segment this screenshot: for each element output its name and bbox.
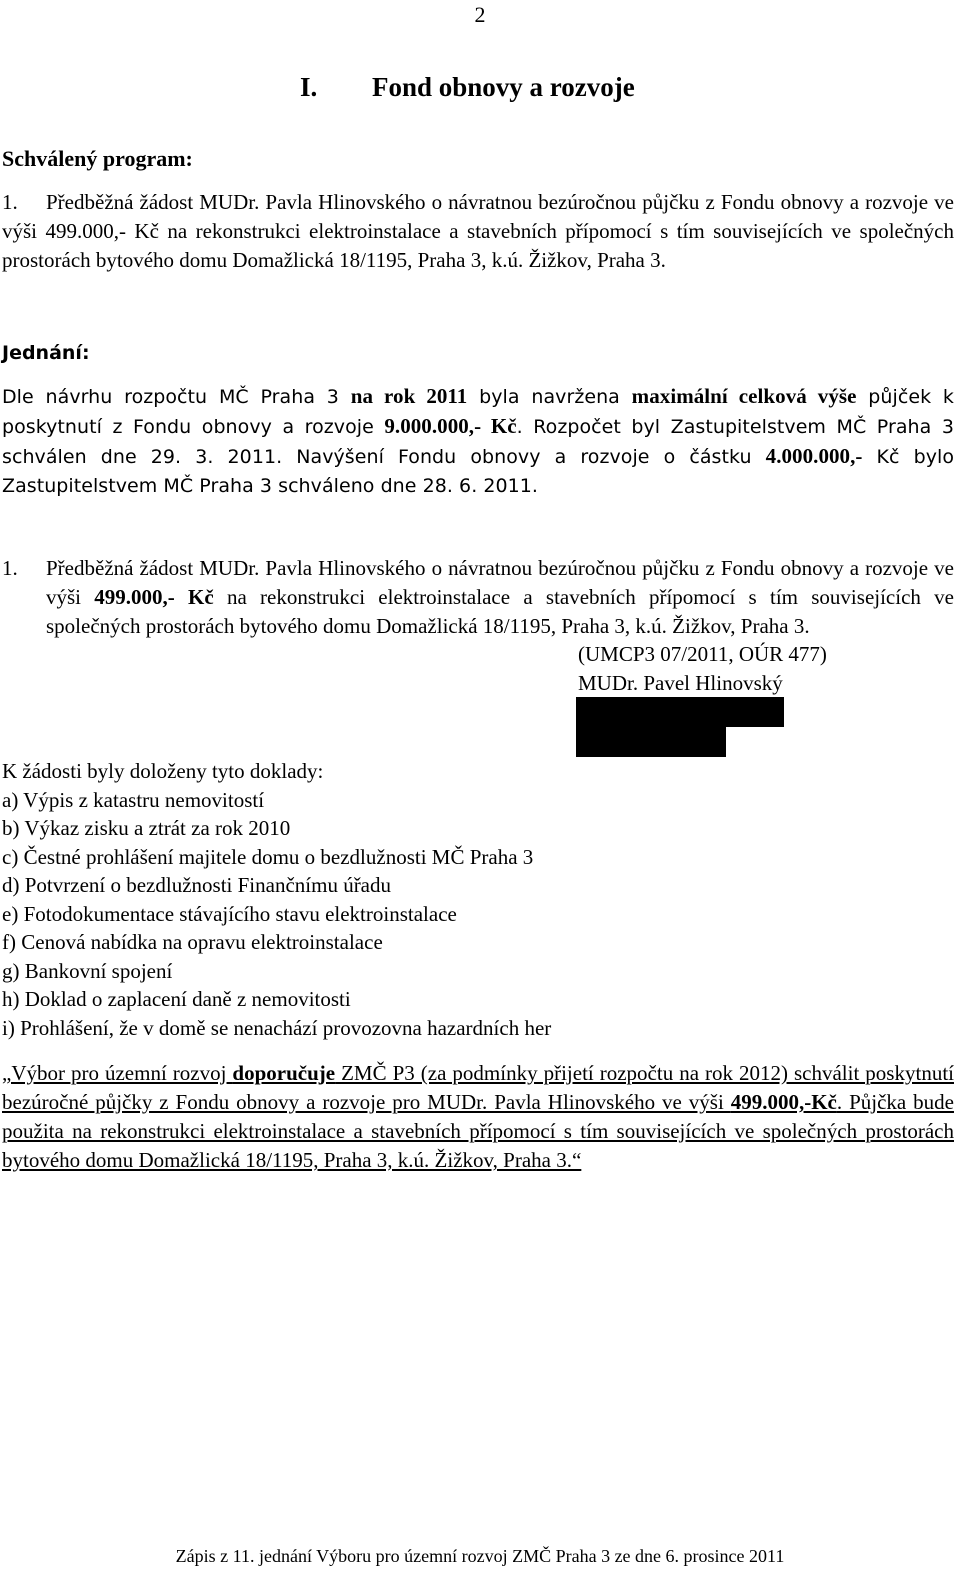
section-heading: [300, 72, 635, 103]
document-item: a) Výpis z katastru nemovitostí: [2, 787, 265, 812]
redaction-block: [576, 727, 726, 757]
section-numeral: I.: [300, 72, 318, 102]
discussion-item-number: 1.: [2, 556, 18, 580]
discussion-bold-amount: 499.000,- Kč: [94, 585, 214, 609]
program-heading: Schválený program:: [2, 146, 193, 171]
discussion-text-2: na rekonstrukci elektroinstalace a stavebních přípomocí s tím souvisejících ve společných prostorách bytového domu Domažlická 18/1195, Praha 3, k.ú. Žižkov, Praha 3.: [46, 585, 954, 638]
document-item: g) Bankovní spojení: [2, 958, 173, 983]
discussion-text-1: Předběžná žádost MUDr. Pavla Hlinovského o návratnou bezúročnou půjčku z Fondu obnovy a rozvoje ve výši: [46, 556, 954, 609]
document-item: d) Potvrzení o bezdlužnosti Finančnímu úřadu: [2, 873, 392, 897]
discussion-item-text: [46, 554, 954, 641]
program-item: [2, 188, 954, 275]
documents-list: [2, 757, 551, 1042]
applicant-name: MUDr. Pavel Hlinovský: [578, 671, 783, 695]
section-title: Fond obnovy a rozvoje: [372, 72, 635, 102]
redaction-block: [576, 697, 784, 727]
resolution-text-3: . Půjčka bude použita na rekonstrukci elektroinstalace a stavebních přípomocí s tím souvisejících ve společných prostorách bytového domu Domažlická 18/1195, Praha 3, k.ú. Žižkov, Praha 3.“: [2, 1090, 954, 1172]
jednani-text-2: byla navržena: [467, 386, 632, 408]
jednani-bold-increase: 4.000.000,-: [765, 444, 863, 468]
jednani-paragraph: [2, 382, 954, 501]
page-footer: Zápis z 11. jednání Výboru pro územní rozvoj ZMČ Praha 3 ze dne 6. prosince 2011: [175, 1546, 785, 1566]
resolution-bold-amount: 499.000,-Kč: [730, 1090, 837, 1114]
documents-intro: K žádosti byly doloženy tyto doklady:: [2, 759, 324, 783]
reference-code: (UMCP3 07/2011, OÚR 477): [578, 642, 827, 666]
resolution-bold-recommends: doporučuje: [232, 1061, 336, 1085]
document-item: i) Prohlášení, že v domě se nenachází provozovna hazardních her: [2, 1015, 552, 1040]
jednani-text-3: půjček k poskytnutí z Fondu obnovy a rozvoje: [2, 386, 954, 438]
discussion-item: [2, 554, 954, 638]
jednani-text-4: . Rozpočet byl Zastupitelstvem MČ Praha 3 schválen dne 29. 3. 2011. Navýšení Fondu obnovy a rozvoje o částku: [2, 416, 954, 468]
document-item: b) Výkaz zisku a ztrát za rok 2010: [2, 816, 291, 840]
jednani-text-5: Kč bylo Zastupitelstvem MČ Praha 3 schváleno dne 28. 6. 2011.: [2, 446, 955, 497]
jednani-bold-max: maximální celková výše: [631, 384, 857, 408]
jednani-bold-amount: 9.000.000,- Kč: [384, 414, 517, 438]
jednani-text-1: Dle návrhu rozpočtu MČ Praha 3: [2, 386, 351, 408]
resolution-text-2: ZMČ P3 (za podmínky přijetí rozpočtu na rok 2012) schválit poskytnutí bezúročné půjčky z Fondu obnovy a rozvoje pro MUDr. Pavla Hlinovského ve výši: [2, 1061, 954, 1114]
page-number: 2: [474, 2, 486, 27]
jednani-bold-year: na rok 2011: [350, 384, 468, 408]
document-item: h) Doklad o zaplacení daně z nemovitosti: [2, 987, 351, 1011]
resolution-text-1: „Výbor pro územní rozvoj: [2, 1061, 233, 1085]
document-item: e) Fotodokumentace stávajícího stavu elektroinstalace: [2, 901, 457, 926]
program-item-number: 1.: [2, 190, 18, 214]
document-item: f) Cenová nabídka na opravu elektroinstalace: [2, 930, 383, 954]
program-item-text: Předběžná žádost MUDr. Pavla Hlinovského o návratnou bezúročnou půjčku z Fondu obnovy a rozvoje ve výši 499.000,- Kč na rekonstrukci elektroinstalace a stavebních přípomocí s tím souvisejících ve společných prostorách bytového domu Domažlická 18/1195, Praha 3, k.ú. Žižkov, Praha 3.: [2, 190, 954, 272]
resolution-text: [2, 1059, 954, 1175]
document-item: c) Čestné prohlášení majitele domu o bezdlužnosti MČ Praha 3: [2, 844, 534, 869]
jednani-heading: Jednání:: [2, 342, 90, 364]
